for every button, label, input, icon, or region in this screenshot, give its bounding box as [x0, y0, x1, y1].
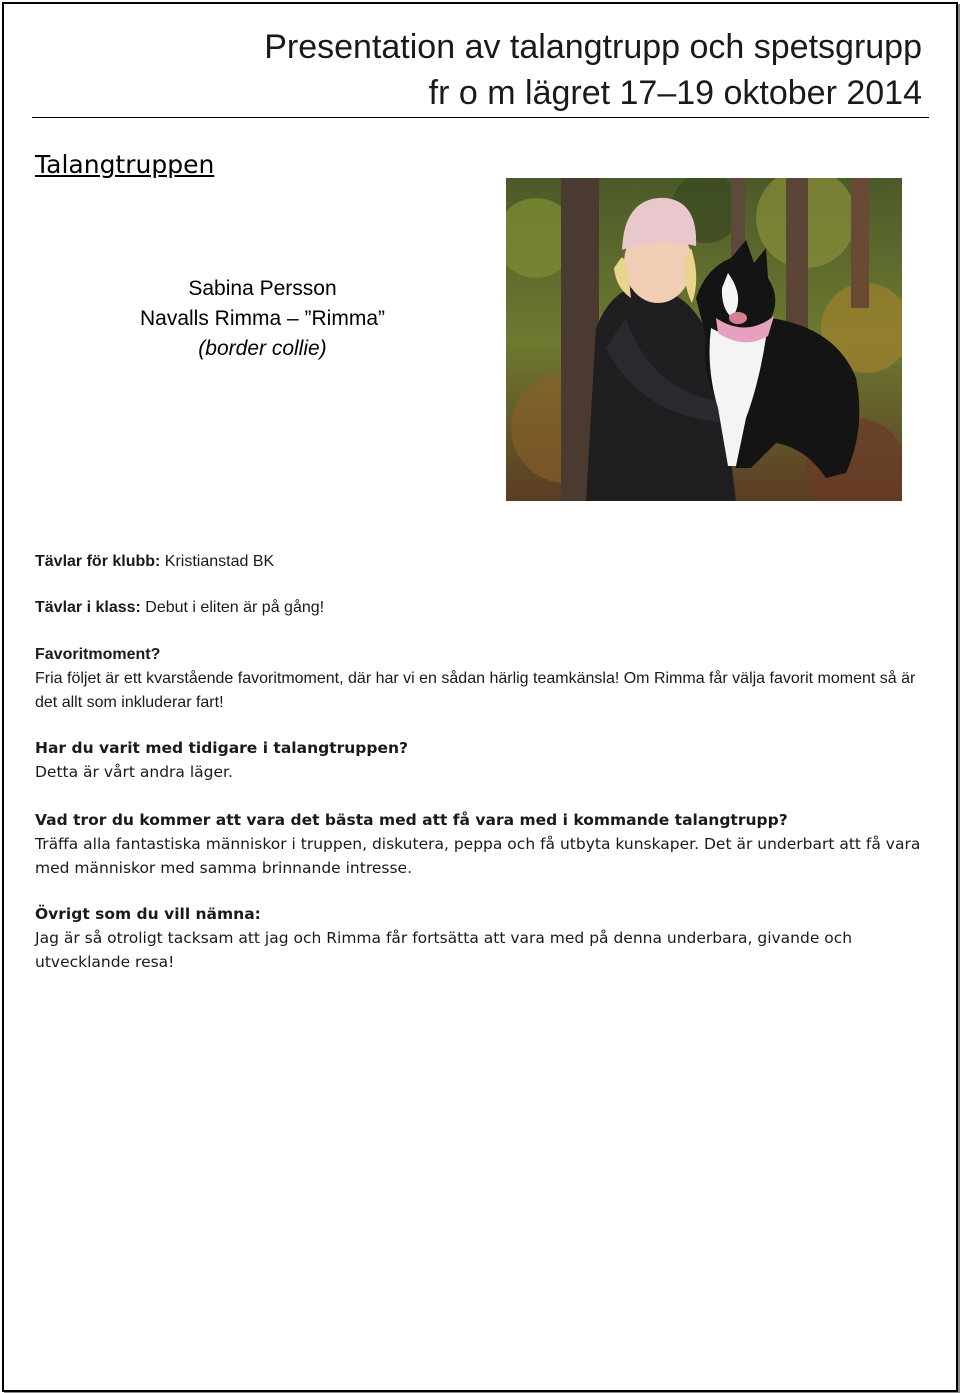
qa-question: Övrigt som du vill nämna: [35, 905, 261, 923]
club-line [35, 550, 925, 574]
class-label: Tävlar i klass: [35, 599, 141, 616]
qa-question: Vad tror du kommer att vara det bästa med att få vara med i kommande talangtrupp? [35, 811, 788, 829]
title-divider [32, 117, 929, 118]
document-title-line2: fr o m lägret 17–19 oktober 2014 [428, 74, 922, 112]
qa-block [35, 902, 925, 974]
qa-question: Har du varit med tidigare i talangtruppen? [35, 739, 409, 757]
class-value: Debut i eliten är på gång! [140, 599, 325, 616]
qa-block [35, 736, 925, 784]
qa-answer: Träffa alla fantastiska människor i truppen, diskutera, peppa och få utbyta kunskaper. Det är underbart att få vara med människor med samma brinnande intresse. [35, 835, 921, 877]
section-heading: Talangtruppen [35, 150, 215, 179]
qa-answer: Detta är vårt andra läger. [35, 763, 233, 781]
dog-name: Navalls Rimma – ”Rimma” [139, 307, 386, 330]
member-name: Sabina Persson [188, 277, 337, 300]
document-title-line1: Presentation av talangtrupp och spetsgrupp [264, 28, 922, 66]
qa-question: Favoritmoment? [35, 646, 161, 663]
qa-block [35, 643, 925, 715]
class-line [35, 596, 925, 620]
club-value: Kristianstad BK [160, 553, 275, 570]
qa-block [35, 808, 925, 880]
qa-answer: Jag är så otroligt tacksam att jag och Rimma får fortsätta att vara med på denna underbara, givande och utvecklande resa! [35, 929, 853, 971]
club-label: Tävlar för klubb: [35, 553, 161, 570]
qa-answer: Fria följet är ett kvarstående favoritmoment, där har vi en sådan härlig teamkänsla! Om Rimma får välja favorit moment så är det allt som inkluderar fart! [35, 670, 916, 711]
dog-breed: (border collie) [198, 337, 327, 360]
member-photo [506, 178, 902, 501]
